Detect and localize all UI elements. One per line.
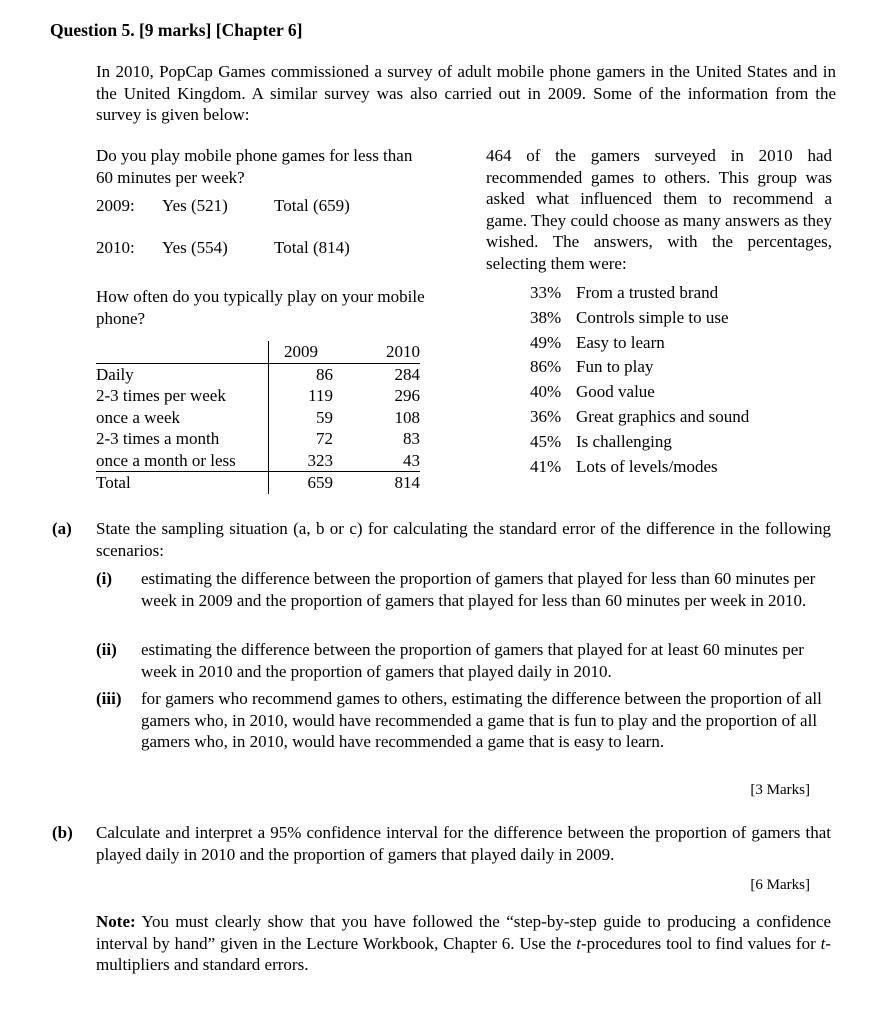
- year-label: 2009:: [96, 196, 135, 215]
- note-t-symbol: t: [576, 933, 582, 953]
- note-text: -multipliers and standard errors.: [96, 933, 831, 974]
- list-item: [530, 331, 749, 356]
- table-row: [96, 363, 420, 385]
- survey-row-2009: [96, 195, 426, 217]
- reason-pct: 36%: [530, 406, 562, 426]
- part-b-text: Calculate and interpret a 95% confidence interval for the difference between the proportion of gamers that played daily in 2010 and the proportion of gamers that played daily in 2009.: [96, 823, 831, 864]
- reason-label: Easy to learn: [576, 332, 665, 352]
- list-item: [530, 430, 749, 455]
- question-title: Question 5. [9 marks] [Chapter 6]: [50, 20, 303, 40]
- row-label: Total: [96, 472, 269, 494]
- survey-left-column: [96, 145, 426, 494]
- cell-2009: 323: [269, 450, 334, 472]
- part-b-label: (b): [52, 823, 73, 842]
- cell-2009: 72: [316, 429, 333, 448]
- reason-label: Controls simple to use: [576, 307, 729, 327]
- part-a-text: State the sampling situation (a, b or c) for calculating the standard error of the difference in the following scenarios:: [96, 519, 831, 560]
- table-header: 2009: [269, 341, 334, 363]
- reason-pct: 40%: [530, 382, 562, 402]
- part-a-i-label: (i): [96, 569, 113, 588]
- part-b-marks: [6 Marks]: [750, 877, 810, 893]
- frequency-table: [96, 341, 420, 494]
- table-header: [96, 341, 269, 363]
- row-label: Daily: [96, 363, 269, 385]
- cell-2010: 83: [403, 429, 420, 448]
- part-a-marks: [3 Marks]: [750, 782, 810, 798]
- part-a-label: (a): [52, 519, 72, 538]
- note-paragraph: [96, 911, 831, 976]
- cell-2010: 108: [394, 407, 420, 427]
- reason-label: From a trusted brand: [576, 283, 719, 302]
- list-item: [530, 455, 749, 480]
- row-label: 2-3 times a month: [96, 428, 269, 450]
- part-a-i-text: estimating the difference between the proportion of gamers that played for less than 60 minutes per week in 2009 and the proportion of gamers that played for less than 60 minutes per week in 2010.: [141, 569, 816, 610]
- table-total-row: [96, 472, 420, 494]
- survey-right-text: 464 of the gamers surveyed in 2010 had recommended games to others. This group was asked what influenced them to recommend a game. They could choose as many answers as they wished. The answers, with the percentages, selecting them were:: [486, 146, 832, 273]
- total-count: Total (659): [274, 196, 350, 215]
- cell-2010: 284: [394, 364, 420, 384]
- cell-2010: 814: [394, 473, 420, 492]
- reason-pct: 49%: [530, 332, 562, 352]
- reason-label: Great graphics and sound: [576, 406, 750, 426]
- note-label: Note:: [96, 912, 136, 931]
- cell-2009: 119: [308, 386, 333, 405]
- total-count: Total (814): [274, 237, 350, 257]
- yes-count: Yes (521): [162, 196, 228, 215]
- table-header: 2010: [333, 341, 420, 363]
- reasons-list: [530, 281, 749, 479]
- reason-pct: 33%: [530, 283, 562, 302]
- cell-2010: 43: [333, 450, 420, 472]
- part-a-ii-text: estimating the difference between the proportion of gamers that played for at least 60 minutes per week in 2010 and the proportion of gamers that played daily in 2010.: [141, 640, 804, 681]
- row-label: once a week: [96, 407, 269, 429]
- year-label: 2010:: [96, 237, 135, 257]
- reason-label: Lots of levels/modes: [576, 456, 718, 476]
- survey-question-2: How often do you typically play on your mobile phone?: [96, 287, 425, 328]
- note-text: You must clearly show that you have followed the “step-by-step guide to producing a confidence interval by hand” given in the Lecture Workbook, Chapter 6. Use the: [96, 912, 831, 953]
- reason-label: Fun to play: [576, 357, 654, 377]
- list-item: [530, 380, 749, 405]
- list-item: [530, 281, 749, 306]
- reason-pct: 45%: [530, 431, 562, 451]
- list-item: [530, 355, 749, 380]
- cell-2010: 296: [394, 386, 420, 405]
- reason-label: Is challenging: [576, 431, 672, 451]
- note-text: -procedures tool to find values for: [581, 933, 821, 953]
- row-label: once a month or less: [96, 450, 269, 472]
- cell-2009: 59: [316, 407, 333, 427]
- table-row: [96, 407, 420, 429]
- list-item: [530, 405, 749, 430]
- note-t-symbol: t: [820, 933, 826, 953]
- table-row: [96, 450, 420, 472]
- reason-pct: 38%: [530, 307, 562, 327]
- table-row: [96, 385, 420, 407]
- part-a-iii-text: for gamers who recommend games to others, estimating the difference between the proportion of all gamers who, in 2010, would have recommended a game that is fun to play and the proportion of all gamers who, in 2010, would have recommended a game that is easy to learn.: [141, 689, 822, 751]
- survey-row-2010: [96, 237, 426, 259]
- list-item: [530, 306, 749, 331]
- row-label: 2-3 times per week: [96, 385, 269, 407]
- table-header-row: [96, 341, 420, 363]
- question-intro: In 2010, PopCap Games commissioned a survey of adult mobile phone gamers in the United States and in the United Kingdom. A similar survey was also carried out in 2009. Some of the information from the survey is given below:: [96, 62, 836, 124]
- cell-2009: 86: [316, 364, 333, 384]
- part-a-iii-label: (iii): [96, 689, 122, 708]
- part-a-ii-label: (ii): [96, 640, 117, 659]
- reason-pct: 86%: [530, 357, 562, 377]
- reason-pct: 41%: [530, 456, 562, 476]
- table-row: [96, 428, 420, 450]
- reason-label: Good value: [576, 382, 655, 402]
- yes-count: Yes (554): [162, 237, 228, 257]
- survey-question-1: Do you play mobile phone games for less than 60 minutes per week?: [96, 146, 413, 187]
- cell-2009: 659: [307, 473, 333, 492]
